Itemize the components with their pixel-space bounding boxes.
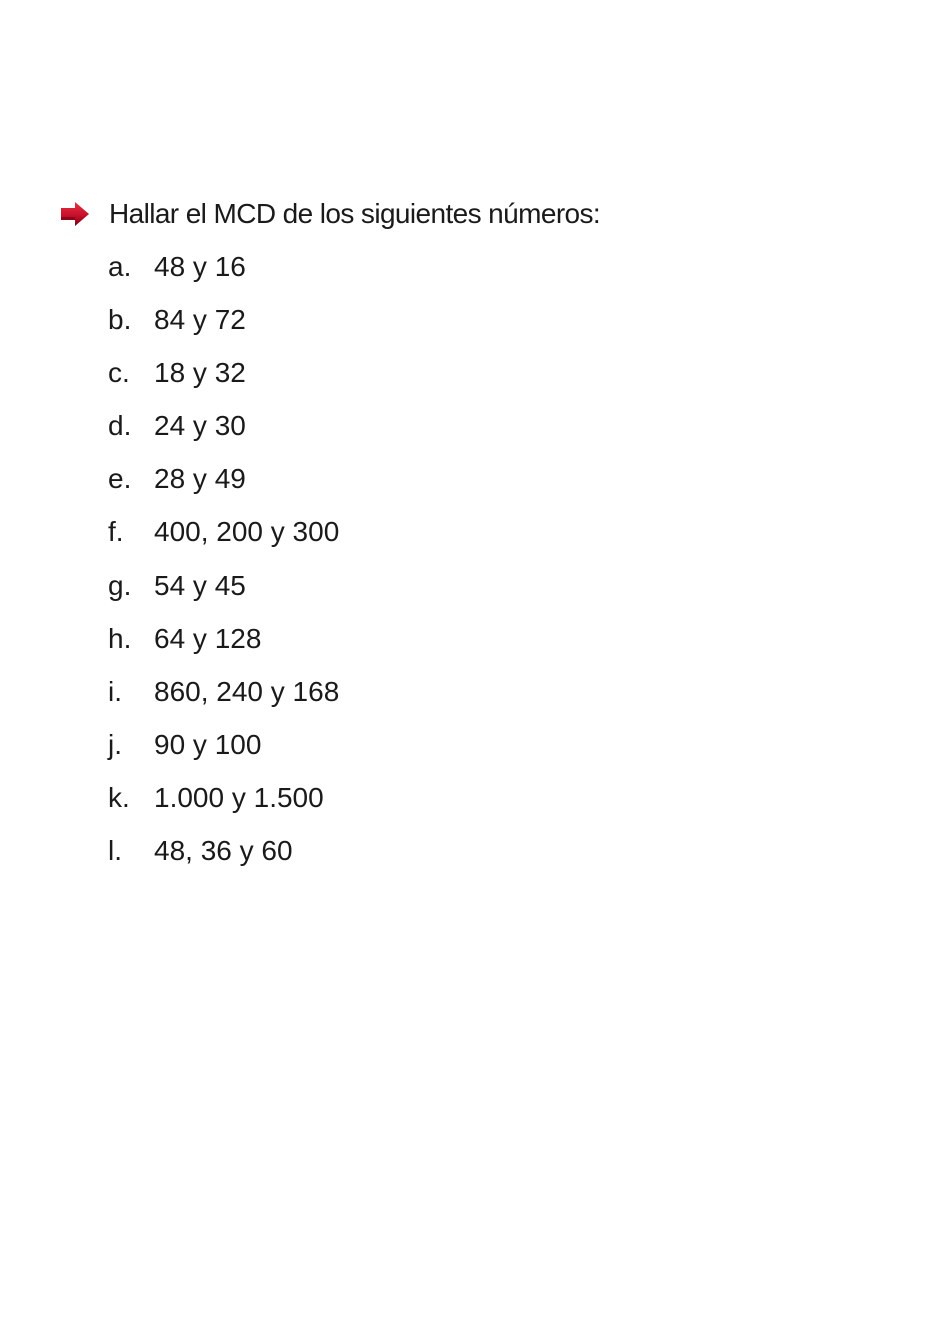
list-item [108, 247, 339, 300]
list-item [108, 831, 339, 884]
item-text: 84 y 72 [154, 304, 246, 336]
list-item [108, 300, 339, 353]
list-item [108, 353, 339, 406]
item-letter: d. [108, 410, 132, 442]
item-letter: e. [108, 463, 132, 495]
item-letter: a. [108, 251, 132, 282]
heading-text: Hallar el MCD de los siguientes números: [109, 198, 601, 229]
exercise-heading [60, 194, 600, 234]
item-letter: c. [108, 357, 130, 389]
list-item [108, 406, 339, 459]
item-letter: j. [108, 728, 122, 760]
item-text: 90 y 100 [154, 728, 262, 760]
item-letter: k. [108, 781, 130, 813]
item-text: 1.000 y 1.500 [154, 781, 324, 813]
list-item [108, 725, 339, 778]
item-text: 54 y 45 [154, 569, 246, 601]
exercise-list [108, 247, 339, 884]
item-letter: g. [108, 569, 132, 601]
item-text: 28 y 49 [154, 463, 246, 495]
list-item [108, 778, 339, 831]
list-item [108, 619, 339, 672]
item-text: 64 y 128 [154, 622, 262, 654]
list-item [108, 672, 339, 725]
item-text: 48 y 16 [154, 251, 246, 282]
item-letter: b. [108, 304, 132, 336]
item-letter: f. [108, 516, 124, 548]
item-text: 400, 200 y 300 [154, 516, 340, 548]
item-letter: h. [108, 622, 132, 654]
item-text: 24 y 30 [154, 410, 246, 442]
list-item [108, 459, 339, 512]
item-text: 48, 36 y 60 [154, 835, 293, 867]
item-letter: i. [108, 675, 122, 707]
item-text: 860, 240 y 168 [154, 675, 340, 707]
red-arrow-bullet-icon [60, 201, 90, 227]
item-letter: l. [108, 835, 122, 867]
list-item [108, 566, 339, 619]
item-text: 18 y 32 [154, 357, 246, 389]
list-item [108, 512, 339, 565]
